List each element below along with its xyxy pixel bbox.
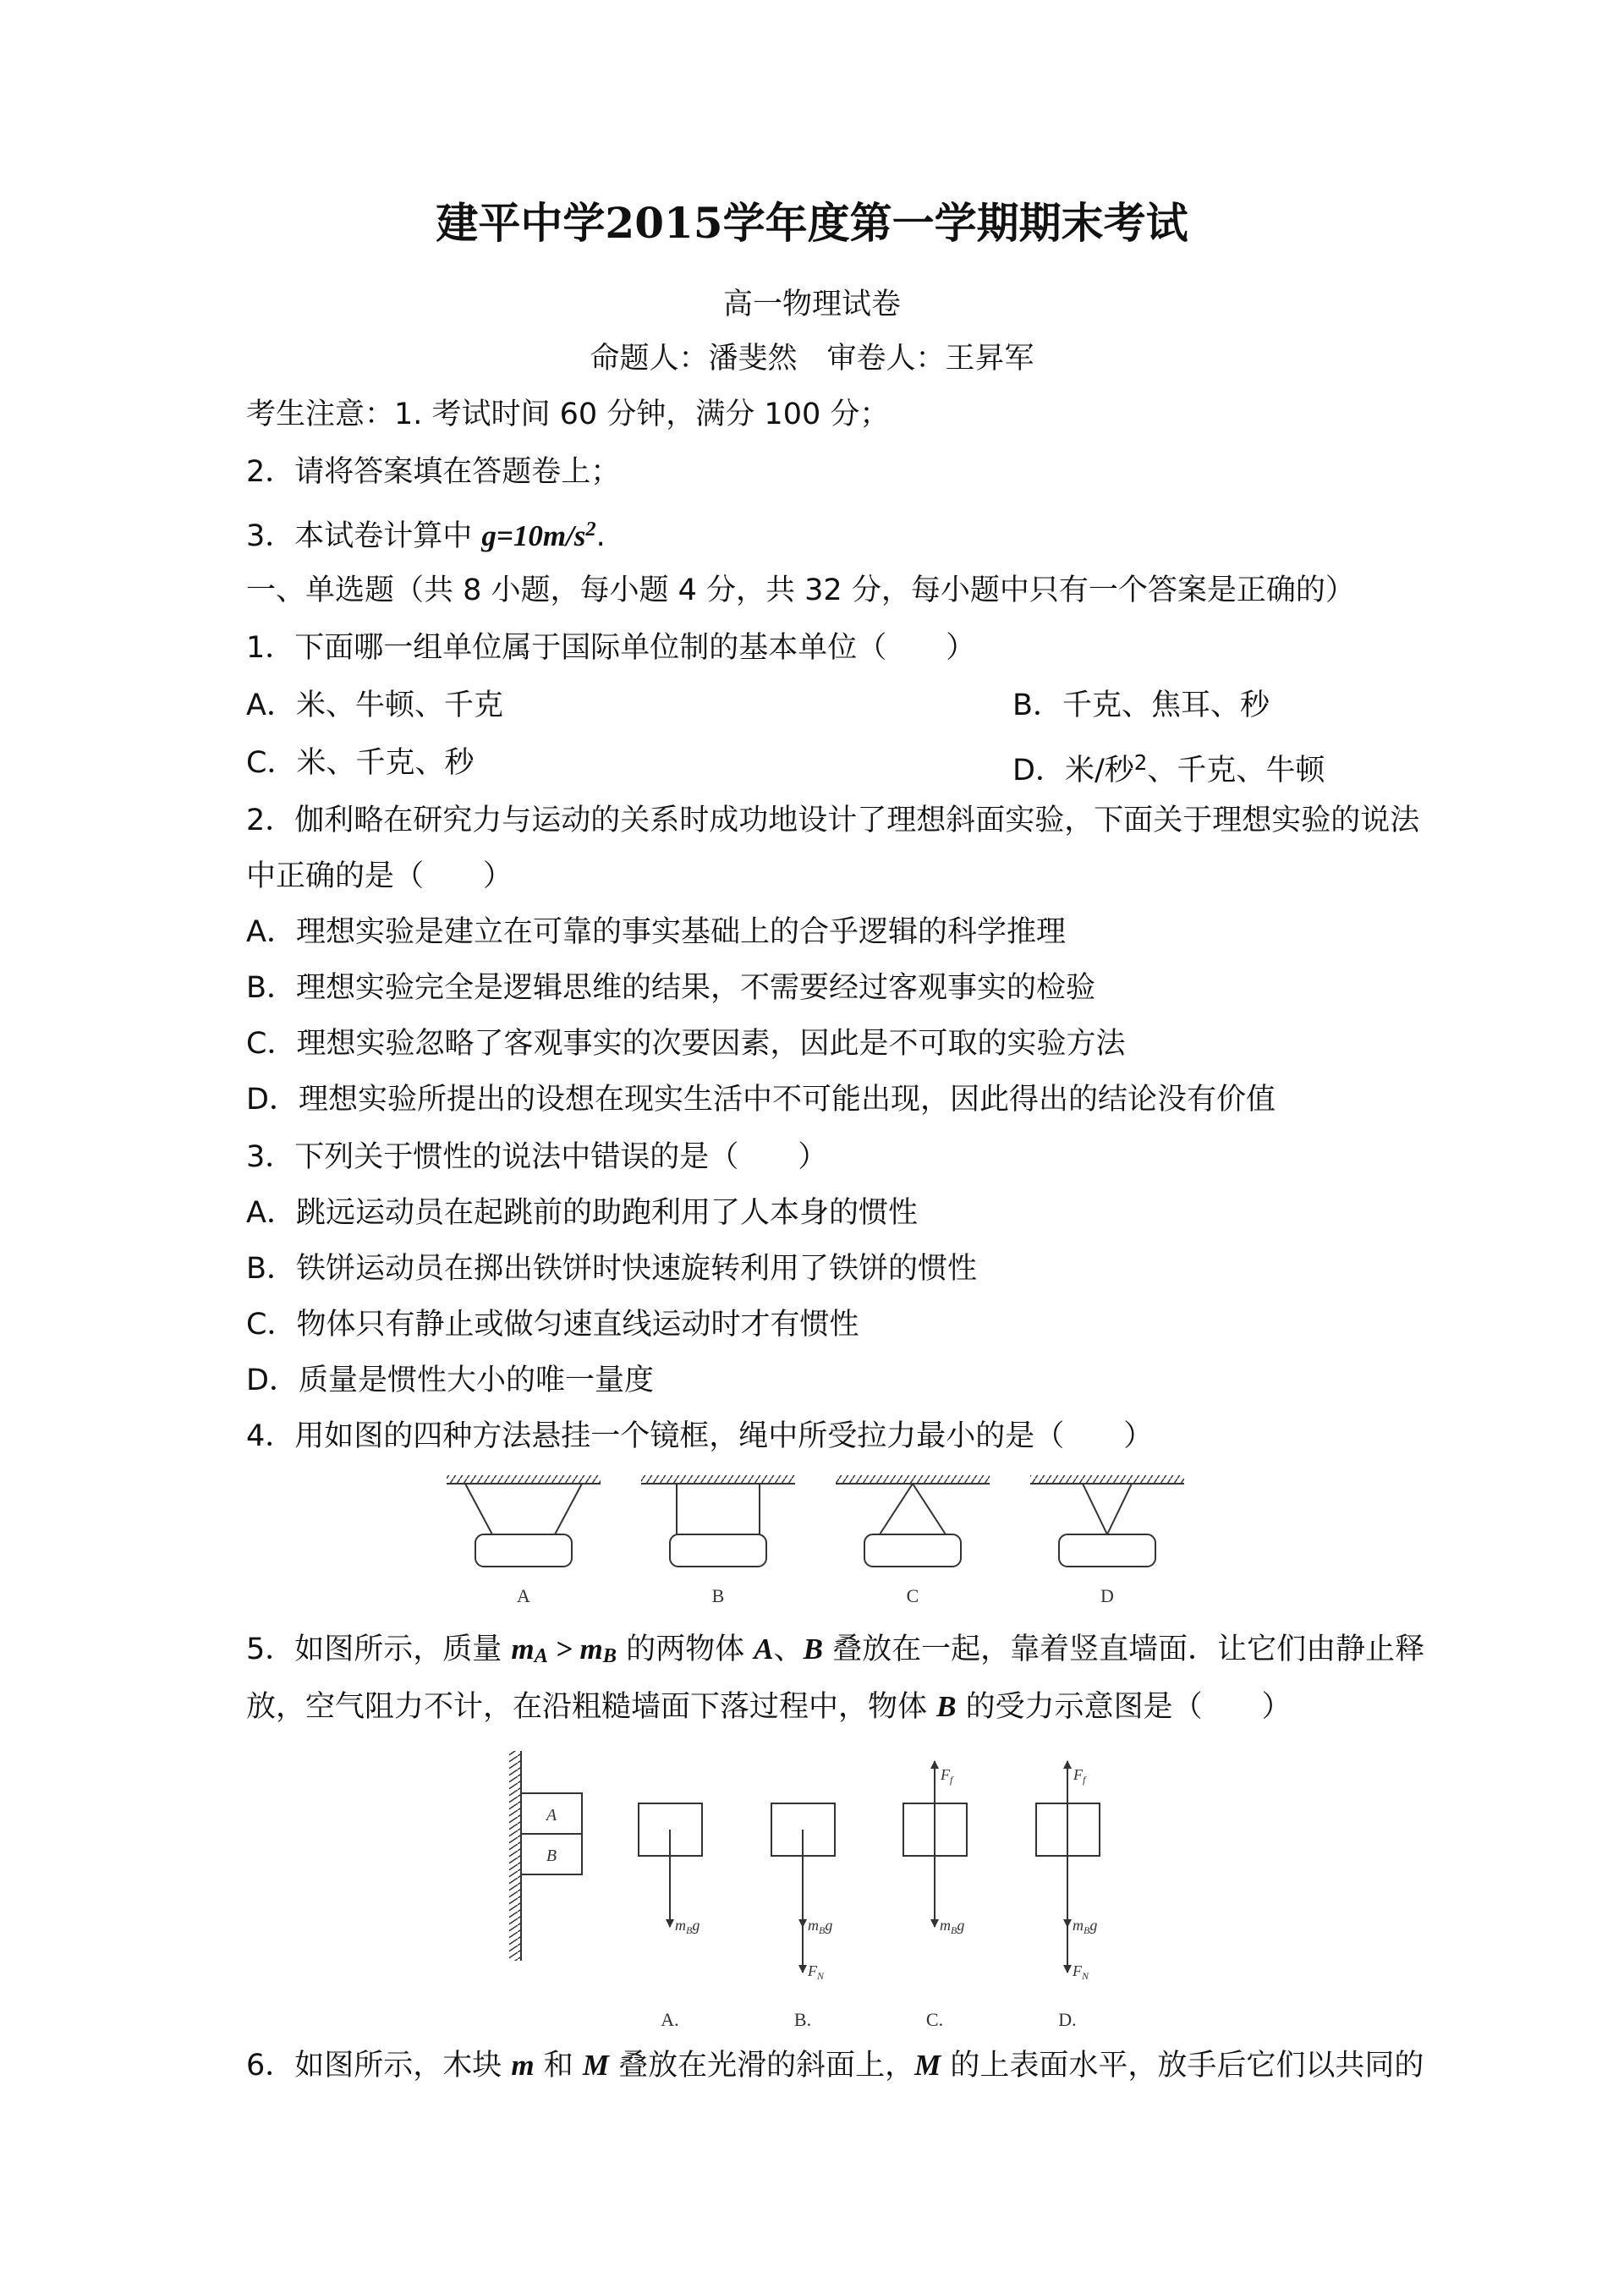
notice-line-2: 2．请将答案填在答题卷上； <box>246 455 621 489</box>
frame-b-label: B <box>711 1585 725 1606</box>
mass-inequality: mA > mB <box>511 1633 617 1667</box>
frame-c-label: C <box>906 1585 919 1606</box>
diagram-b <box>771 1803 835 1973</box>
q3-option-a: A．跳远运动员在起跳前的助跑利用了人本身的惯性 <box>246 1196 918 1230</box>
notice-line-1: 考生注意：1. 考试时间 60 分钟，满分 100 分； <box>246 398 890 431</box>
q1-options-row-1 <box>246 687 1270 724</box>
diagram-d-mg: $m_Bg$ <box>1073 1917 1098 1936</box>
q2-option-d: D．理想实验所提出的设想在现实生活中不可能出现，因此得出的结论没有价值 <box>246 1083 1276 1117</box>
q4-stem: 4．用如图的四种方法悬挂一个镜框，绳中所受拉力最小的是（ ） <box>246 1419 1154 1453</box>
frame-c <box>836 1475 990 1567</box>
frame-d <box>1030 1475 1184 1567</box>
diagram-c-ff: $F_f$ <box>941 1766 953 1786</box>
g-formula: $g=10m/s^2$ <box>481 518 596 552</box>
diagram-d-fn: $F_N$ <box>1073 1962 1089 1982</box>
q3-stem: 3．下列关于惯性的说法中错误的是（ ） <box>246 1140 828 1174</box>
frame-a-label: A <box>517 1585 530 1606</box>
diagram-b-fn: $F_N$ <box>808 1962 825 1982</box>
q6-stem-line-1: 6．如图所示，木块 m 和 M 叠放在光滑的斜面上，M 的上表面水平，放手后它们以共同的 <box>246 2049 1424 2083</box>
diagram-d-ff: $F_f$ <box>1073 1766 1086 1786</box>
q1-option-a: A．米、牛顿、千克 <box>246 689 503 722</box>
diagram-a <box>639 1803 702 1927</box>
diagram-a-label: A. <box>661 2009 679 2030</box>
q1-options-row-2 <box>246 744 1325 788</box>
exam-authors: 命题人：潘斐然 审卷人：王昇军 <box>590 342 1034 376</box>
section-1-heading: 一、单选题（共 8 小题，每小题 4 分，共 32 分，每小题中只有一个答案是正确的） <box>246 574 1355 607</box>
q5-figure <box>508 1742 1150 2034</box>
q5-stem-line-2: 放，空气阻力不计，在沿粗糙墙面下落过程中，物体 B 的受力示意图是（ ） <box>246 1690 1292 1724</box>
q2-option-a: A．理想实验是建立在可靠的事实基础上的合乎逻辑的科学推理 <box>246 915 1066 949</box>
q2-stem-line-2: 中正确的是（ ） <box>246 859 513 893</box>
q3-option-d: D．质量是惯性大小的唯一量度 <box>246 1364 654 1397</box>
notice-line-3: 3．本试卷计算中 $g=10m/s^2$. <box>246 518 606 553</box>
q1-option-c: C．米、千克、秒 <box>246 746 475 780</box>
diagram-c <box>903 1761 967 1927</box>
q2-option-b: B．理想实验完全是逻辑思维的结果，不需要经过客观事实的检验 <box>246 971 1096 1005</box>
diagram-a-mg: $m_Bg$ <box>675 1917 700 1936</box>
block-b-label: B <box>546 1847 557 1865</box>
frame-b <box>641 1475 795 1567</box>
q1-stem: 1．下面哪一组单位属于国际单位制的基本单位（ ） <box>246 631 976 665</box>
q3-option-b: B．铁饼运动员在掷出铁饼时快速旋转利用了铁饼的惯性 <box>246 1252 978 1286</box>
q3-option-c: C．物体只有静止或做匀速直线运动时才有惯性 <box>246 1308 859 1342</box>
q1-option-d: D．米/秒$^2$、千克、牛顿 <box>1012 750 1325 788</box>
q1-option-b: B．千克、焦耳、秒 <box>1012 689 1270 722</box>
diagram-d-label: D. <box>1058 2009 1077 2030</box>
diagram-b-label: B. <box>793 2009 812 2030</box>
diagram-d <box>1036 1761 1100 1973</box>
block-a-label: A <box>546 1806 557 1825</box>
diagram-c-mg: $m_Bg$ <box>940 1917 965 1936</box>
diagram-c-label: C. <box>925 2009 944 2030</box>
q4-figure <box>440 1468 1201 1612</box>
q2-stem-line-1: 2．伽利略在研究力与运动的关系时成功地设计了理想斜面实验，下面关于理想实验的说法 <box>246 804 1420 837</box>
q2-option-c: C．理想实验忽略了客观事实的次要因素，因此是不可取的实验方法 <box>246 1027 1126 1061</box>
exam-title: 建平中学2015学年度第一学期期末考试 <box>436 198 1188 248</box>
frame-d-label: D <box>1100 1585 1114 1606</box>
diagram-b-mg: $m_Bg$ <box>808 1917 833 1936</box>
exam-subtitle: 高一物理试卷 <box>722 288 901 321</box>
q5-stem-line-1: 5．如图所示，质量 mA > mB 的两物体 A、B 叠放在一起，靠着竖直墙面．让它们由静止释 <box>246 1633 1425 1667</box>
frame-a <box>447 1475 601 1567</box>
